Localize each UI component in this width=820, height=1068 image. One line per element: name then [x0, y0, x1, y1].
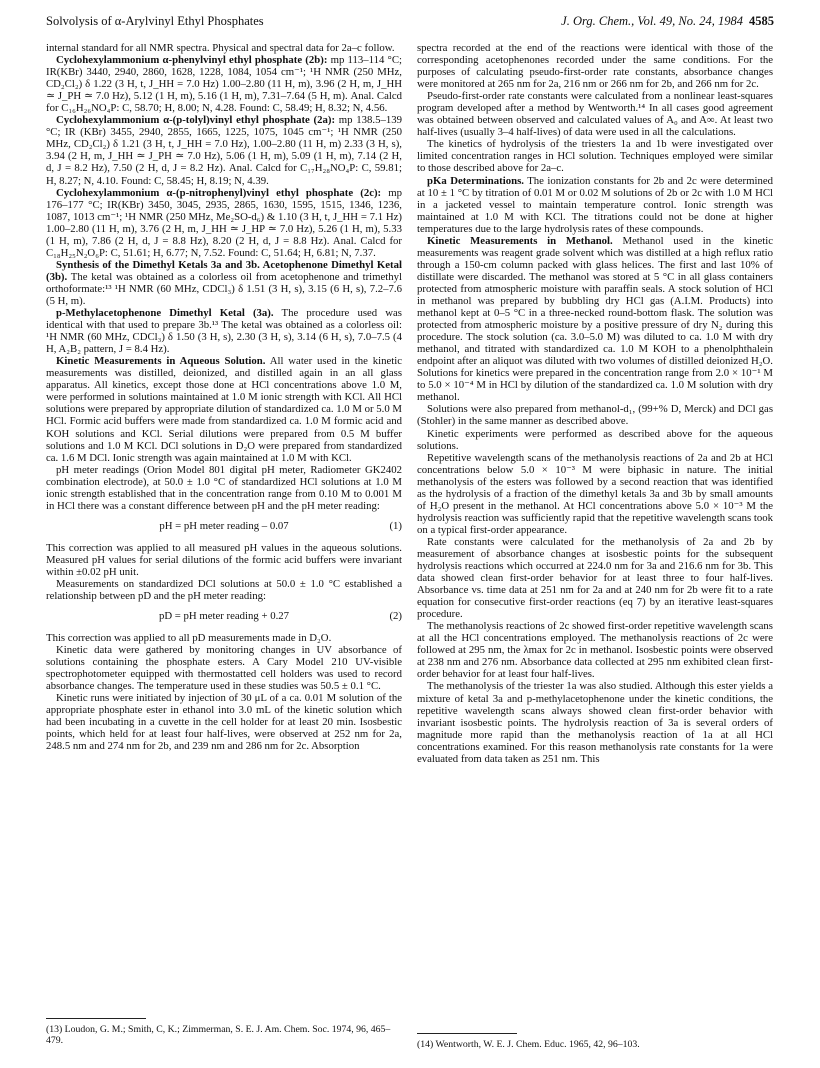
paragraph: Repetitive wavelength scans of the methanolysis reactions of 2a and 2b at HCl concentrations below 5.0 × 10⁻³ M were biphasic in nature. The initial methanolysis of the esters was followed by a second reaction that was identified as the hydrolysis of a fraction of the dimethyl ketals 3a and 3b by small amounts of H₂O present in the methanol. At HCl concentrations above 5.0 × 10⁻³ M the hydrolysis reaction was sufficiently rapid that the repetitive wavelength scans took on a typical first-order appearance.: [417, 451, 773, 536]
page-number: 4585: [749, 14, 774, 28]
paragraph: internal standard for all NMR spectra. Physical and spectral data for 2a–c follow.: [46, 42, 395, 54]
paragraph-body: The procedure used was identical with that used to prepare 3b.¹³ The ketal was obtained as a colorless oil: ¹H NMR (60 MHz, CDCl₃) δ 1.50 (3 H, s), 2.30 (3 H, s), 3.14 (6 H, s), 7.0–7.5 (4 H, A₂B₂ pattern, J = 8.4 Hz).: [46, 307, 402, 356]
footnote-rule: [417, 1033, 517, 1034]
aqueous-kinetics-paragraph: [46, 355, 402, 463]
paragraph-heading: pKa Determinations.: [427, 174, 524, 187]
equation-1: [46, 516, 402, 538]
journal-citation: [561, 14, 774, 29]
paragraph: The kinetics of hydrolysis of the triesters 1a and 1b were investigated over limited concentration ranges in HCl solution. Techniques employed were similar to those described above for 2a–c.: [417, 138, 773, 175]
equation-expression: pH = pH meter reading – 0.07: [159, 519, 289, 532]
paragraph: Measurements on standardized DCl solutions at 50.0 ± 1.0 °C established a relationship between pD and the pH meter reading:: [46, 577, 402, 603]
paragraph-heading: Synthesis of the Dimethyl Ketals 3a and 3b. Acetophenone Dimethyl Ketal (3b).: [46, 258, 402, 283]
paragraph-heading: Cyclohexylammonium α-(p-nitrophenyl)vinyl ethyl phosphate (2c):: [56, 186, 382, 199]
paragraph: This correction was applied to all measured pH values in the aqueous solutions. Measured pH values for serial dilutions of the formic acid buffers were invariant within ±0.02 pH unit.: [46, 541, 402, 578]
journal-name: J. Org. Chem., Vol. 49, No. 24, 1984: [561, 14, 743, 28]
right-column: [417, 42, 773, 765]
paragraph-heading: Cyclohexylammonium α-(p-tolyl)vinyl ethyl phosphate (2a):: [56, 114, 336, 127]
paragraph-body: mp 113–114 °C; IR(KBr) 3440, 2940, 2860, 1628, 1228, 1084, 1054 cm⁻¹; ¹H NMR (250 MHz, CD₂Cl₂) δ 1.22 (3 H, t, J_HH = 7.0 Hz) 1.00–2.80 (11 H, m), 3.96 (2 H, m, J_HH ≃ J_PH ≃ 7.0 Hz), 5.12 (1 H, m), 5.16 (1 H, m), 7.31–7.64 (5 H, m). Anal. Calcd for C₁₆H₂₆NO₄P: C, 58.70; H, 8.00; N, 4.28. Found: C, 58.49; H, 8.32; N, 4.56.: [46, 54, 402, 115]
paragraph: The methanolysis reactions of 2c showed first-order repetitive wavelength scans at all the HCl concentrations employed. The methanolysis reactions of 2c were followed at 295 nm, the λmax for 2c in methanol. Isosbestic points were observed at 238 nm and 276 nm. Absorbance data collected at 295 nm exhibited clean first-order behavior for at least four half-lives.: [417, 620, 773, 681]
paragraph: This correction was applied to all pD measurements made in D₂O.: [46, 632, 332, 645]
paragraph: spectra recorded at the end of the reactions were identical with those of the corresponding acetophenones recorded under the same conditions. For the purposes of calculating pseudo-first-order rate constants, absorbance changes were monitored at 265 nm for 2a, 216 nm or 266 nm for 2b, and 266 nm for 2c.: [417, 42, 773, 91]
paragraph-body: The ketal was obtained as a colorless oil from acetophenone and trimethyl orthoformate:¹³ ¹H NMR (60 MHz, CDCl₃) δ 1.51 (3 H, s), 3.15 (6 H, s), 7.2–7.6 (5 H, m).: [46, 270, 402, 307]
footnote-rule: [46, 1018, 146, 1019]
equation-2: [46, 606, 402, 628]
compound-2b-paragraph: [46, 54, 402, 114]
paragraph-body: The ionization constants for 2b and 2c were determined at 10 ± 1 °C by titration of 0.01 M or 0.02 M solutions of 2b or 2c with 1.0 M HCl in a jacketed vessel to maintain temperature control. Ionic strength was maintained at 1.0 M with KCl. The titrations could not be done at higher temperatures due to the large hydrolysis rates of these compounds.: [417, 174, 773, 235]
ketal-synthesis-paragraph: [46, 259, 402, 307]
paragraph-heading: Kinetic Measurements in Methanol.: [427, 234, 613, 247]
paragraph-heading: Cyclohexylammonium α-phenylvinyl ethyl phosphate (2b):: [56, 54, 328, 67]
footnote-14: (14) Wentworth, W. E. J. Chem. Educ. 1965, 42, 96–103.: [417, 1039, 640, 1050]
paragraph-body: mp 176–177 °C; IR(KBr) 3450, 3045, 2935, 2865, 1630, 1595, 1515, 1346, 1236, 1087, 1013 cm⁻¹; ¹H NMR (250 MHz, Me₂SO-d₆) & 1.10 (3 H, t, J_HH = 7.1 Hz) 1.00–2.80 (11 H, m), 3.76 (2 H, m, J_HH ≃ J_HP ≃ 7.0 Hz), 5.26 (1 H, m), 5.33 (1 H, m), 7.86 (2 H, d, J = 8.8 Hz), 8.20 (2 H, d, J = 8.8 Hz). Anal. Calcd for C₁₈H₂₅N₂O₆P: C, 51.61; H, 6.77; N, 7.52. Found: C, 51.64; H, 6.81; N, 7.37.: [46, 186, 402, 259]
paragraph: Rate constants were calculated for the methanolysis of 2a and 2b by measurement of absorbance changes at isosbestic points for the subsequent hydrolysis reactions which occurred at 224.0 nm for 3a and 216.6 nm for 3b. This data showed clean first-order behavior for at least three to four half-lives. Absorbance vs. time data at 251 nm for 2a and at 240 nm for 2b were fit to a rate equation for consecutive first-order reactions (eq 7) by an iterative least-squares procedure.: [417, 535, 773, 621]
paragraph: Kinetic data were gathered by monitoring changes in UV absorbance of solutions containing the phosphate esters. A Cary Model 210 UV-visible spectrophotometer equipped with thermostatted cell holders was used to record absorbance changes. The temperature used in these studies was 50.5 ± 0.1 °C.: [46, 644, 402, 693]
equation-number: (2): [389, 610, 402, 623]
compound-2a-paragraph: [46, 114, 402, 186]
paragraph-body: mp 138.5–139 °C; IR (KBr) 3455, 2940, 2855, 1665, 1225, 1075, 1045 cm⁻¹; ¹H NMR (250 MHz, CD₂Cl₂) δ 1.21 (3 H, t, J_HH = 7.0 Hz), 1.00–2.80 (11 H, m) 2.33 (3 H, s), 3.94 (2 H, m, J_HH ≃ J_PH ≃ 7.0 Hz), 5.06 (1 H, m), 5.09 (1 H, m), 7.14 (2 H, d, J = 8.2 Hz), 7.50 (2 H, d, J = 8.2 Hz). Anal. Calcd for C₁₇H₂₈NO₄P: C, 59.81; H, 8.27; N, 4.10. Found: C, 58.45; H, 8.19; N, 4.39.: [46, 114, 402, 187]
methanol-kinetics-paragraph: [417, 235, 773, 404]
running-header: [46, 14, 774, 32]
left-column: [46, 42, 402, 753]
paragraph: Solutions were also prepared from methanol-d₁, (99+% D, Merck) and DCl gas (Stohler) in the same manner as described above.: [417, 403, 773, 428]
paragraph-heading: Kinetic Measurements in Aqueous Solution.: [56, 355, 266, 368]
equation-number: (1): [389, 519, 402, 532]
paragraph-body: All water used in the kinetic measurements was distilled, deionized, and distilled again in an all glass apparatus. All kinetics, except those done at HCl concentrations above 1.0 M, were performed in solutions maintained at 1.0 M ionic strength with KCl. All HCl solutions were prepared by appropriate dilution of standardized ca. 1.0 M or 5.0 M HCl. Formic acid buffers were made from standardized ca. 1.0 M formic acid and KOH solutions and KCl. Serial dilutions were prepared from 0.5 M buffer solutions and 1.0 M KCl. DCl solutions in D₂O were prepared from standardized ca. 1.6 M DCl. Ionic strength was again maintained at 1.0 M with KCl.: [46, 355, 402, 464]
paragraph: Kinetic experiments were performed as described above for the aqueous solutions.: [417, 427, 773, 452]
paragraph: Kinetic runs were initiated by injection of 30 μL of a ca. 0.01 M solution of the appropriate phosphate ester in ethanol into 3.0 mL of the kinetic solution which had been incubating in a cuvette in the cell holder for at least 20 min. Isosbestic points, which held for at least four half-lives, were observed at 252 nm for 2a, 248.5 nm and 274 nm for 2b, and 239 nm and 286 nm for 2c. Absorption: [46, 692, 402, 753]
footnote-13: (13) Loudon, G. M.; Smith, C, K.; Zimmerman, S. E. J. Am. Chem. Soc. 1974, 96, 465–479.: [46, 1024, 391, 1046]
ketal-3a-paragraph: [46, 307, 402, 355]
paragraph: The methanolysis of the triester 1a was also studied. Although this ester yields a mixture of ketal 3a and p-methylacetophenone under the kinetic conditions, the repetitive wavelength scans always showed clean first-order behavior with invariant isosbestic points. The hydrolysis reaction of 3a is several orders of magnitude more rapid than the methanolysis reaction of 1a at all HCl concentrations examined. For this reason methanolysis rate constants for 1a were evaluated from data taken as 251 nm. This: [417, 680, 773, 765]
paragraph: Pseudo-first-order rate constants were calculated from a nonlinear least-squares program developed after a method by Wentworth.¹⁴ In all cases good agreement was obtained between observed and calculated values of A₀ and A∞. At least two half-lives (usually 3–4 half-lives) of data were used in all the calculations.: [417, 90, 773, 139]
paragraph-body: Methanol used in the kinetic measurements was reagent grade solvent which was distilled at a high reflux ratio through a 150-cm column packed with glass helices. The first and last 10% of distillate were discarded. The methanol was stored at 5 °C in all glass containers protected from atmospheric moisture with paraffin seals. A stock solution of HCl in methanol was prepared by bubbling dry HCl gas (A.I.M. Products) into methanol kept at 0–5 °C in a three-necked round-bottom flask. The solution was protected from atmospheric moisture by a positive pressure of dry N₂ during this procedure. The stock solution (ca. 3.0–5.0 M) was diluted to ca. 1.0 M with dry methanol, and titrated with standardized ca. 1.0 M KOH to a phenolphthalein endpoint after an aliquot was diluted with two volumes of distilled deionized H₂O. Solutions for kinetics were prepared in the concentration range from 2.0 × 10⁻¹ M to 5.0 × 10⁻⁴ M in HCl by dilution of the standardized ca. 1.0 M solution with dry methanol.: [417, 234, 773, 404]
pka-paragraph: [417, 175, 773, 235]
equation-expression: pD = pH meter reading + 0.27: [158, 610, 290, 623]
paragraph-heading: p-Methylacetophenone Dimethyl Ketal (3a).: [56, 307, 274, 320]
paragraph: pH meter readings (Orion Model 801 digital pH meter, Radiometer GK2402 combination electrode), at 50.0 ± 1.0 °C of standardized HCl solutions at 1.0 M ionic strength established that in the concentration range from 0.10 M to 0.001 M in HCl there was a constant difference between pH and the pH meter reading:: [46, 463, 402, 512]
running-title: Solvolysis of α-Arylvinyl Ethyl Phosphates: [46, 14, 264, 28]
compound-2c-paragraph: [46, 187, 402, 259]
